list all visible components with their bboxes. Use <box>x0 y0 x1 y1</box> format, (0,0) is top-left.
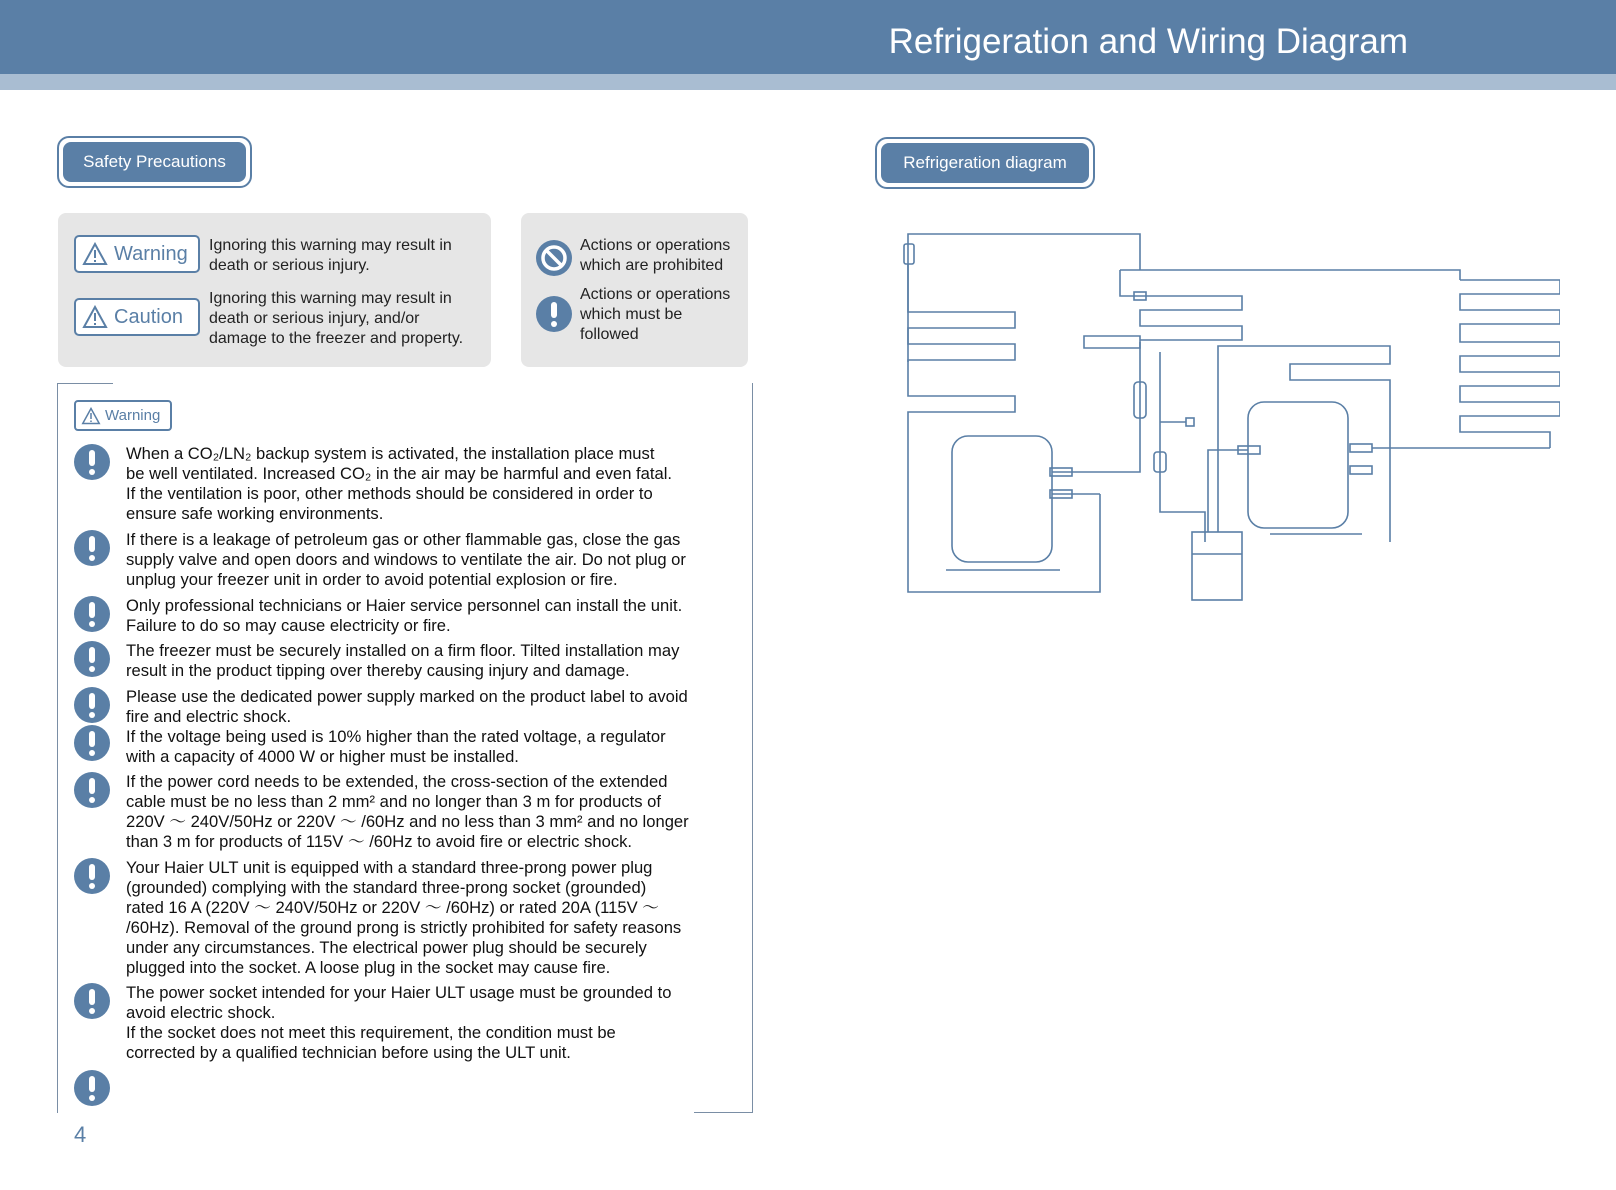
mandatory-description: Actions or operations which must be followed <box>580 286 731 343</box>
mandatory-icon <box>74 1070 110 1106</box>
mandatory-icon <box>74 858 110 894</box>
mandatory-icon <box>74 641 110 677</box>
compressor-right <box>1248 402 1348 528</box>
frame-left-border <box>57 383 58 1113</box>
mandatory-icon <box>74 687 110 723</box>
refrigeration-diagram-label: Refrigeration diagram <box>881 143 1089 183</box>
safety-item-3: Only professional technicians or Haier service personnel can install the unit. Failure to do so may cause electricity or fire. <box>126 596 683 635</box>
safety-item-8: Your Haier ULT unit is equipped with a standard three-prong power plug (grounded) complying with the standard three-prong socket (grounded) rated 16 A (220V ～ 240V/50Hz or 220V ～ /60Hz) or rated 20A (115V ～ /60Hz). Removal of the ground prong is strictly prohibited for safety reasons under any circumstances. The electrical power plug should be securely plugged into the socket. A loose plug in the socket may cause fire. <box>126 858 682 977</box>
mandatory-icon <box>74 983 110 1019</box>
mandatory-icon <box>536 296 572 332</box>
mandatory-icon <box>74 772 110 808</box>
frame-top-border <box>57 383 113 384</box>
evaporator-coil-middle <box>1120 270 1460 280</box>
page-title: Refrigeration and Wiring Diagram <box>888 22 1408 61</box>
warning-small-tag <box>74 400 172 431</box>
safety-precautions-tab <box>57 136 252 188</box>
mandatory-icon <box>74 725 110 761</box>
frame-right-border <box>752 383 753 1113</box>
caution-tag <box>74 298 200 336</box>
safety-item-2: If there is a leakage of petroleum gas or other flammable gas, close the gas supply valve and open doors and windows to ventilate the air. Do not plug or unplug your freezer unit in order to avoid potential explosion or fire. <box>126 530 686 589</box>
pipe-middle-cap <box>1120 270 1242 340</box>
warning-triangle-icon <box>81 407 101 425</box>
warning-triangle-icon <box>82 242 108 266</box>
condenser-coil-left <box>908 264 1100 592</box>
warning-tag <box>74 235 200 273</box>
pipe-middle-down <box>1160 352 1205 542</box>
safety-item-5: Please use the dedicated power supply marked on the product label to avoid fire and electric shock. <box>126 687 688 726</box>
cascade-heat-exchanger <box>1192 532 1242 600</box>
prohibited-icon <box>536 240 572 276</box>
safety-item-7: If the power cord needs to be extended, the cross-section of the extended cable must be no less than 2 mm² and no longer than 3 m for products of 220V ～ 240V/50Hz or 220V ～ /60Hz and no less than 3 mm² and no longer than 3 m for products of 115V ～ /60Hz to avoid fire or electric shock. <box>126 772 689 851</box>
mandatory-icon <box>74 444 110 480</box>
warning-small-tag-label: Warning <box>105 407 161 424</box>
safety-item-1: When a CO₂/LN₂ backup system is activated, the installation place must be well ventilated. Increased CO₂ in the air may be harmful and even fatal. If the ventilation is poor, other methods should be considered in order to ensure safe working environments. <box>126 444 673 523</box>
caution-triangle-icon <box>82 305 108 329</box>
refrigeration-schematic <box>900 222 1560 612</box>
safety-item-4: The freezer must be securely installed on a firm floor. Tilted installation may result in the product tipping over thereby causing injury and damage. <box>126 641 680 680</box>
service-valve <box>1186 418 1194 426</box>
safety-item-9: The power socket intended for your Haier ULT usage must be grounded to avoid electric shock. If the socket does not meet this requirement, the condition must be corrected by a qualified technician before using the ULT unit. <box>126 983 672 1062</box>
frame-bottom-border <box>694 1112 753 1113</box>
header-accent-strip <box>0 74 1616 90</box>
safety-precautions-label: Safety Precautions <box>63 142 246 182</box>
caution-description: Ignoring this warning may result in death or serious injury, and/or damage to the freezer and property. <box>209 290 464 347</box>
pipe-cascade-left <box>1208 450 1248 532</box>
prohibited-description: Actions or operations which are prohibited <box>580 237 731 274</box>
warning-description: Ignoring this warning may result in death or serious injury. <box>209 237 452 274</box>
condenser-coil-right <box>1460 280 1560 448</box>
pipe-left-compressor-out <box>1052 342 1140 472</box>
pipe-left-loop <box>908 234 1140 362</box>
dryer-filter-left <box>904 244 914 264</box>
caution-tag-label: Caution <box>114 305 183 328</box>
refrigeration-diagram-tab <box>875 137 1095 189</box>
safety-item-6: If the voltage being used is 10% higher than the rated voltage, a regulator with a capacity of 4000 W or higher must be installed. <box>126 727 666 766</box>
page-number: 4 <box>74 1122 87 1147</box>
heat-exchanger-tube <box>1084 336 1140 348</box>
warning-tag-label: Warning <box>114 242 188 265</box>
compressor-left <box>952 436 1052 562</box>
mandatory-icon <box>74 596 110 632</box>
mandatory-icon <box>74 530 110 566</box>
